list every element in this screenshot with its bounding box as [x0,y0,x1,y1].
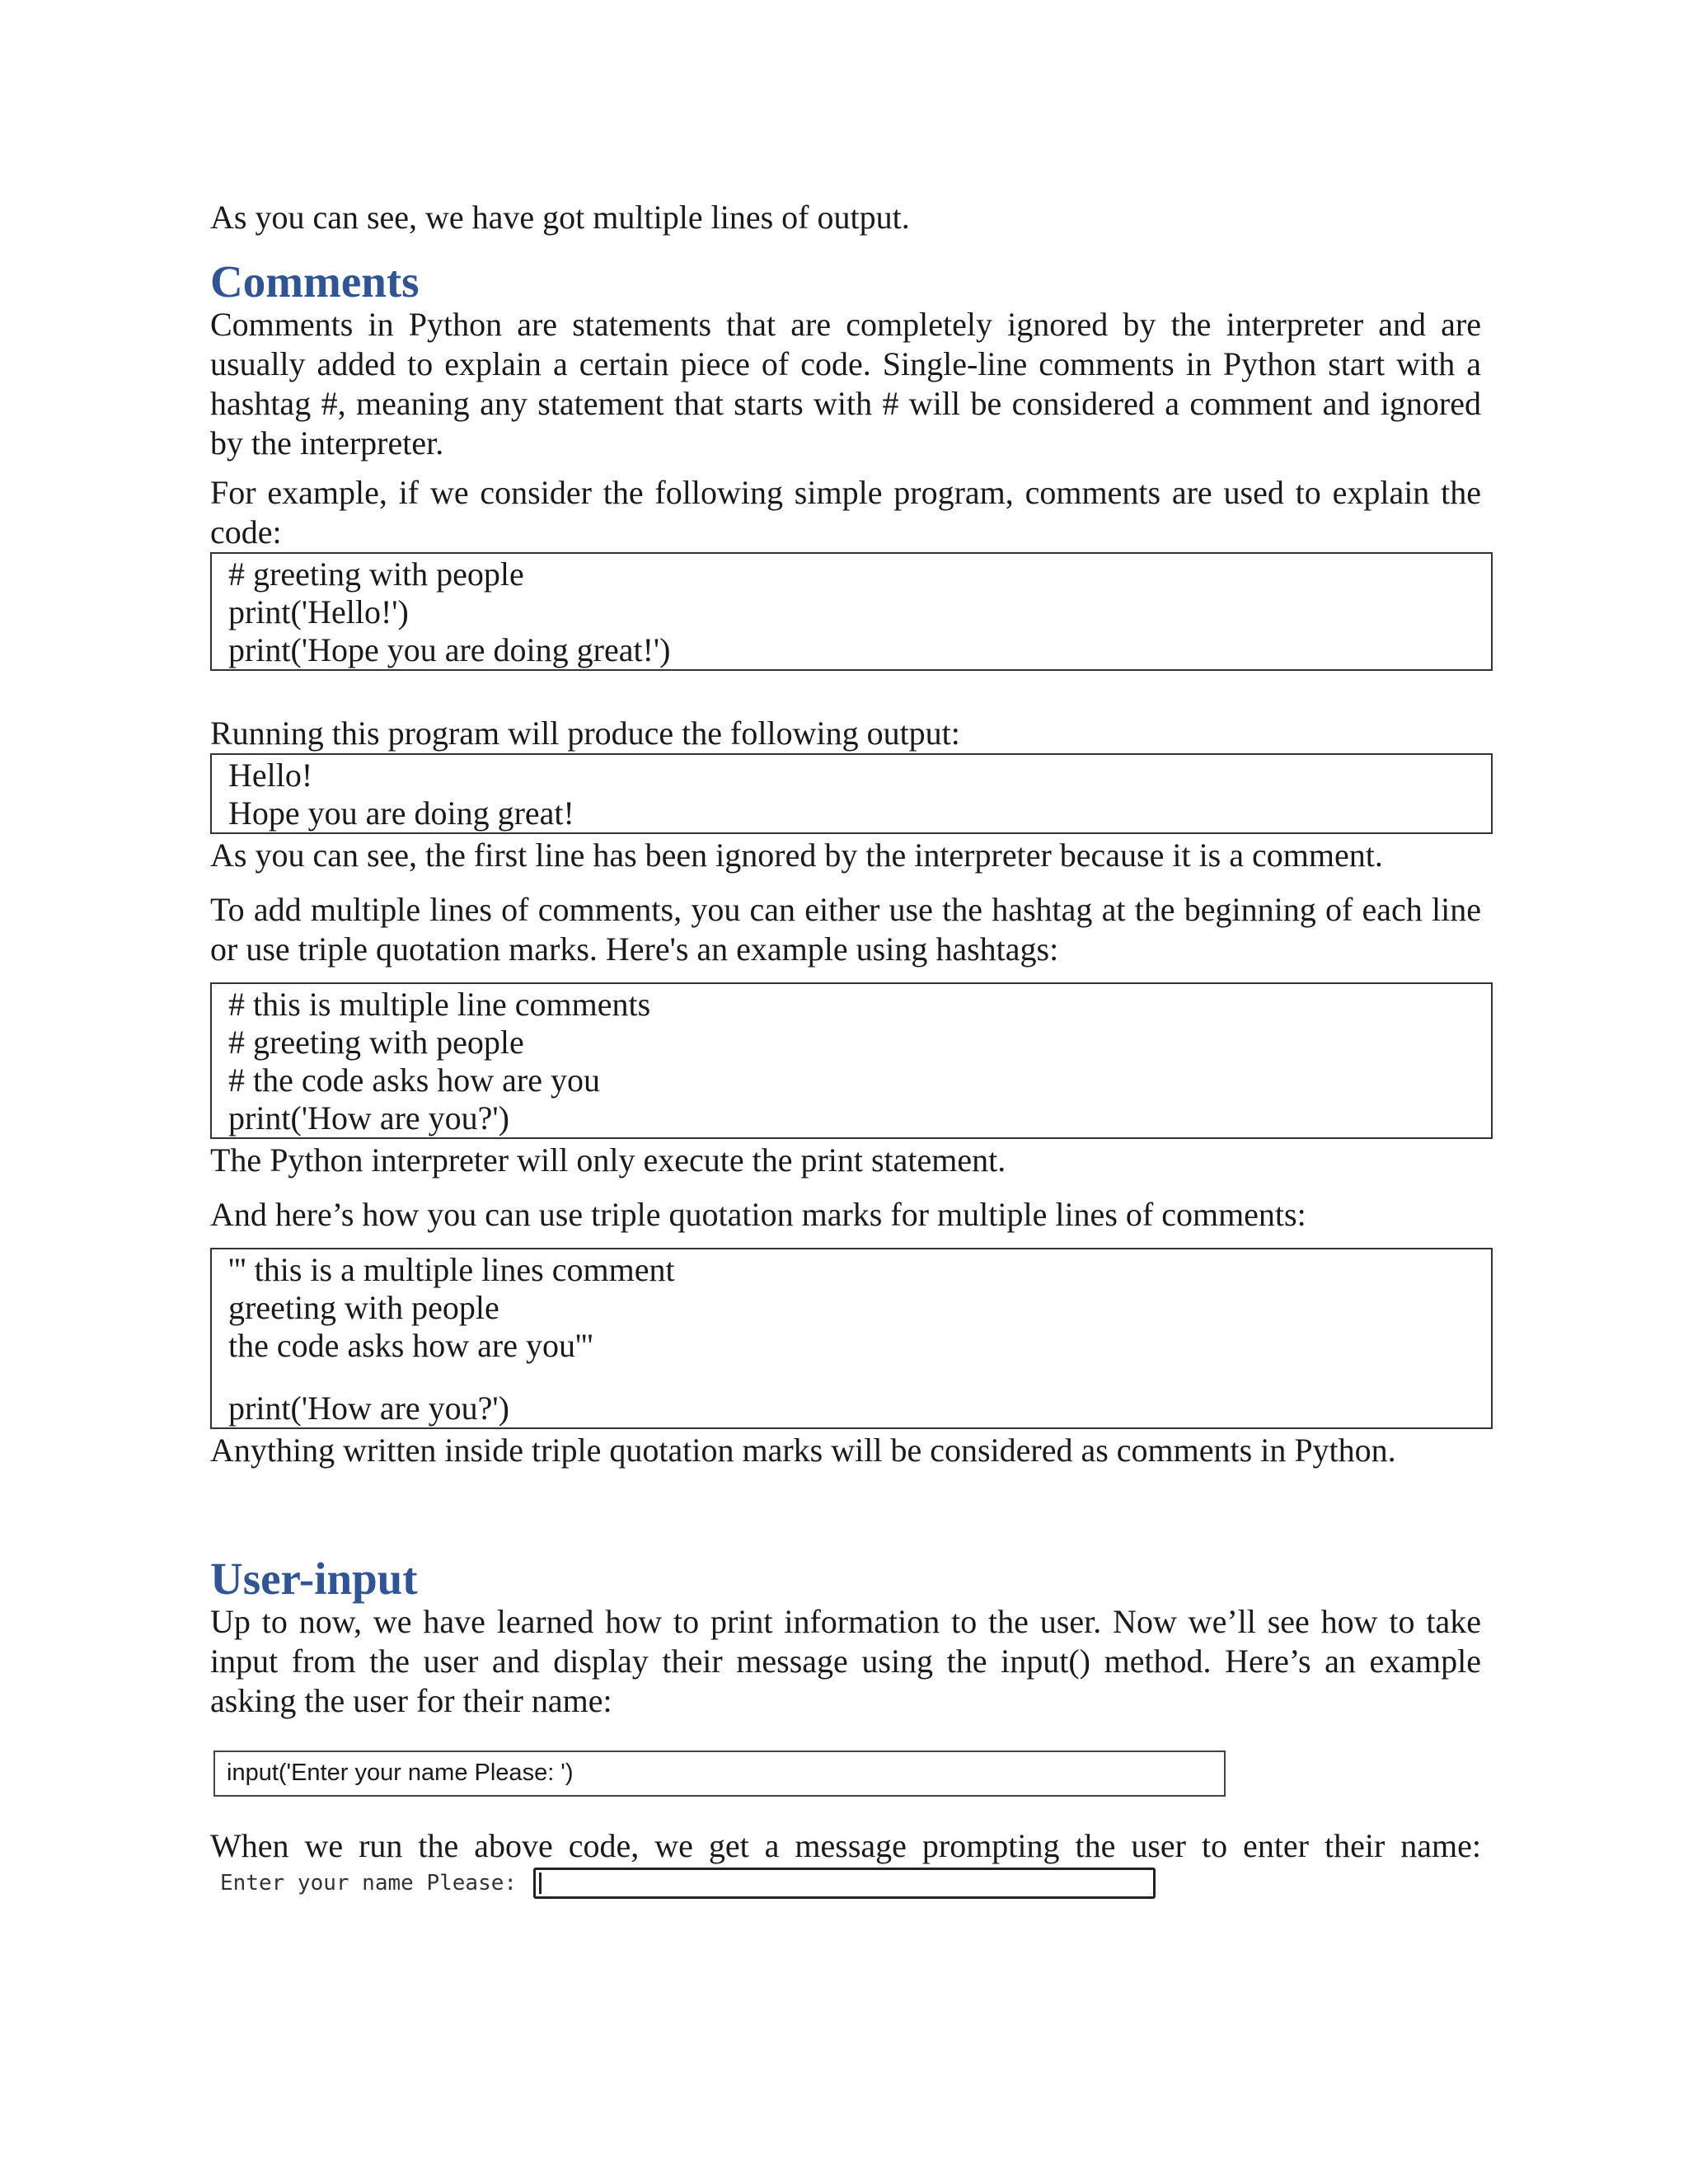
prompt-label: Enter your name Please: [220,1871,518,1896]
comments-paragraph-1: Comments in Python are statements that are completely ignored by the interpreter and are usually added to explain a certain piece of code. Single-line comments in Python start with a hashtag #, meaning any statement that starts with # will be considered a comment and ignored by the interpreter. [210,306,1481,462]
code-line: greeting with people [228,1289,499,1326]
code-line: print('How are you?') [228,1390,509,1427]
comments-paragraph-2: For example, if we consider the following simple program, comments are used to explain the code: [210,474,1481,551]
intro-paragraph: As you can see, we have got multiple lines of output. [210,199,910,236]
comments-paragraph-8: Anything written inside triple quotation marks will be considered as comments in Python. [210,1432,1396,1469]
user-input-paragraph-1: Up to now, we have learned how to print information to the user. Now we’ll see how to take input from the user and display their message using the input() method. Here’s an example asking the user for their name: [210,1603,1481,1719]
comments-paragraph-4: As you can see, the first line has been ignored by the interpreter because it is a comment. [210,837,1383,874]
code-blank-line [228,1365,1491,1390]
output-line: Hello! [228,757,313,794]
comments-paragraph-7: And here’s how you can use triple quotation marks for multiple lines of comments: [210,1196,1306,1233]
code-block-input-call: input('Enter your name Please: ') [213,1750,1226,1797]
code-line: the code asks how are you''' [228,1327,593,1364]
name-input-field[interactable] [533,1868,1156,1899]
comments-paragraph-6: The Python interpreter will only execute the print statement. [210,1141,1006,1179]
code-line: # greeting with people [228,555,524,593]
code-block-greeting [210,552,1493,671]
code-line: # greeting with people [228,1024,524,1061]
output-block-greeting [210,753,1493,834]
code-line: # the code asks how are you [228,1062,600,1099]
code-line: # this is multiple line comments [228,986,651,1023]
document-page [210,198,1481,1899]
output-line: Hope you are doing great! [228,794,574,832]
user-input-heading: User-input [210,1554,418,1604]
comments-paragraph-5: To add multiple lines of comments, you can either use the hashtag at the beginning of each line or use triple quotation marks. Here's an example using hashtags: [210,891,1481,968]
code-line: print('Hope you are doing great!') [228,631,671,668]
terminal-prompt [220,1868,1481,1899]
code-block-hashtag-comments [210,982,1493,1139]
comments-heading: Comments [210,256,420,307]
code-line: ''' this is a multiple lines comment [228,1251,675,1288]
comments-paragraph-3: Running this program will produce the following output: [210,715,960,752]
text-caret [539,1872,542,1894]
code-block-triple-quote [210,1248,1493,1429]
code-line: print('How are you?') [228,1099,509,1137]
code-line: print('Hello!') [228,593,409,630]
user-input-paragraph-2: When we run the above code, we get a message prompting the user to enter their name: [210,1827,1481,1864]
